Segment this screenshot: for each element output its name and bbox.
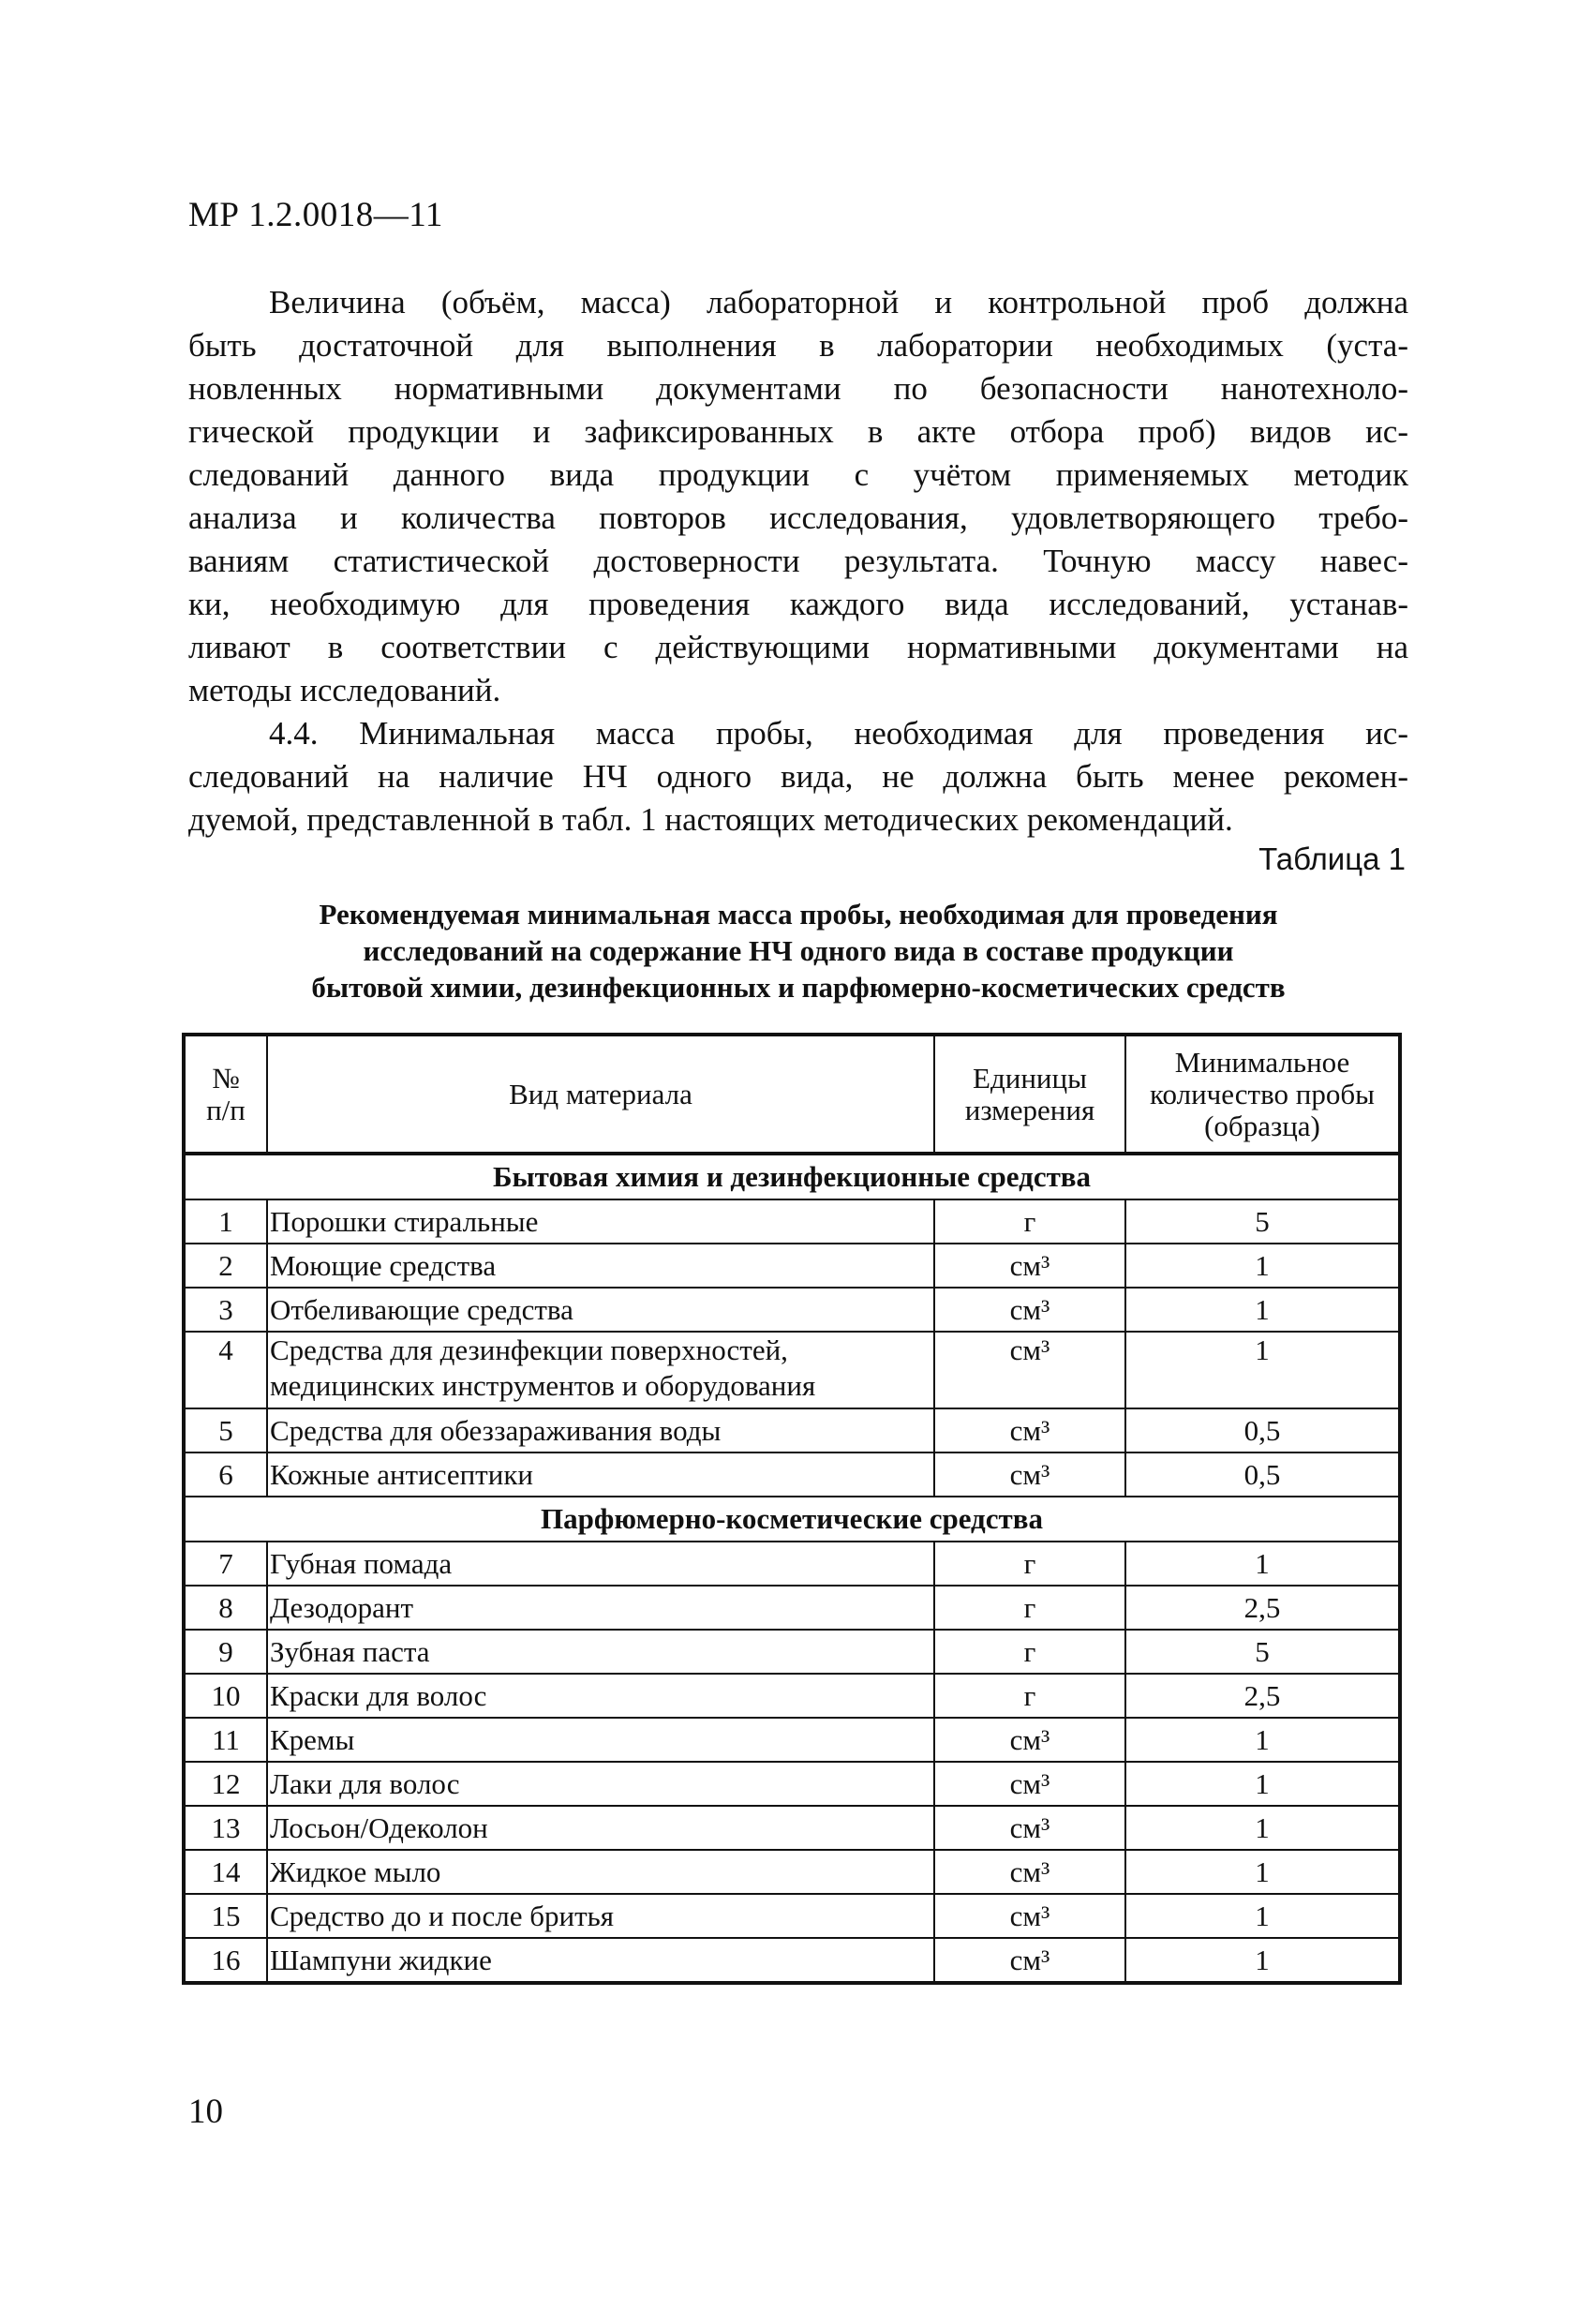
table-row [184, 1199, 1400, 1244]
material-name: Кремы [267, 1718, 934, 1762]
table-row [184, 1586, 1400, 1630]
material-name: Отбеливающие средства [267, 1288, 934, 1332]
table-row [184, 1244, 1400, 1288]
header-min-amount: Минимальное количество пробы (образца) [1125, 1035, 1400, 1154]
row-number: 11 [184, 1718, 267, 1762]
material-name: Кожные антисептики [267, 1452, 934, 1497]
min-amount: 1 [1125, 1332, 1400, 1408]
material-name: Порошки стиральные [267, 1199, 934, 1244]
row-number: 16 [184, 1938, 267, 1983]
row-number: 1 [184, 1199, 267, 1244]
min-amount: 2,5 [1125, 1674, 1400, 1718]
header-unit: Единицы измерения [934, 1035, 1125, 1154]
row-number: 3 [184, 1288, 267, 1332]
paragraph-line: методы исследований. [188, 672, 501, 708]
material-name: Моющие средства [267, 1244, 934, 1288]
min-amount: 1 [1125, 1288, 1400, 1332]
header-number: № п/п [184, 1035, 267, 1154]
table-row [184, 1452, 1400, 1497]
table-row [184, 1850, 1400, 1894]
page-number: 10 [188, 2093, 223, 2131]
header-material: Вид материала [267, 1035, 934, 1154]
material-name: Средства для обеззараживания воды [267, 1408, 934, 1452]
unit: см³ [934, 1332, 1125, 1408]
material-name: Дезодорант [267, 1586, 934, 1630]
table-row [184, 1806, 1400, 1850]
table-row [184, 1718, 1400, 1762]
paragraph-line: ки, необходимую для проведения каждого вида исследований, устанав- [188, 586, 1408, 622]
unit: см³ [934, 1408, 1125, 1452]
row-number: 10 [184, 1674, 267, 1718]
row-number: 8 [184, 1586, 267, 1630]
material-name: Краски для волос [267, 1674, 934, 1718]
caption-line: бытовой химии, дезинфекционных и парфюмерно-косметических средств [311, 971, 1286, 1004]
min-amount: 2,5 [1125, 1586, 1400, 1630]
min-amount: 1 [1125, 1762, 1400, 1806]
paragraph-line: гической продукции и зафиксированных в акте отбора проб) видов ис- [188, 413, 1408, 450]
min-amount: 1 [1125, 1806, 1400, 1850]
min-amount: 1 [1125, 1850, 1400, 1894]
material-name: Лосьон/Одеколон [267, 1806, 934, 1850]
row-number: 6 [184, 1452, 267, 1497]
table-row [184, 1762, 1400, 1806]
paragraph-line: следований данного вида продукции с учётом применяемых методик [188, 456, 1408, 493]
material-name: Губная помада [267, 1542, 934, 1586]
min-amount: 1 [1125, 1542, 1400, 1586]
unit: см³ [934, 1806, 1125, 1850]
unit: см³ [934, 1850, 1125, 1894]
min-amount: 1 [1125, 1894, 1400, 1938]
min-amount: 1 [1125, 1718, 1400, 1762]
section-title: Парфюмерно-косметические средства [184, 1497, 1400, 1542]
section-row [184, 1154, 1400, 1199]
table-row [184, 1332, 1400, 1408]
material-name: Средства для дезинфекции поверхностей, медицинских инструментов и оборудования [267, 1332, 934, 1408]
table-row [184, 1938, 1400, 1983]
sample-mass-table [182, 1033, 1402, 1985]
unit: г [934, 1542, 1125, 1586]
unit: г [934, 1674, 1125, 1718]
min-amount: 0,5 [1125, 1408, 1400, 1452]
unit: см³ [934, 1288, 1125, 1332]
row-number: 2 [184, 1244, 267, 1288]
table-header-row [184, 1035, 1400, 1154]
table-label: Таблица 1 [1258, 842, 1406, 876]
row-number: 14 [184, 1850, 267, 1894]
document-header: МР 1.2.0018—11 [188, 196, 443, 234]
table-row [184, 1674, 1400, 1718]
min-amount: 1 [1125, 1244, 1400, 1288]
row-number: 5 [184, 1408, 267, 1452]
section-row [184, 1497, 1400, 1542]
paragraph-line: быть достаточной для выполнения в лаборатории необходимых (уста- [188, 327, 1408, 364]
unit: г [934, 1630, 1125, 1674]
row-number: 13 [184, 1806, 267, 1850]
material-name: Шампуни жидкие [267, 1938, 934, 1983]
row-number: 4 [184, 1332, 267, 1408]
unit: г [934, 1586, 1125, 1630]
paragraph-line: 4.4. Минимальная масса пробы, необходимая для проведения ис- [269, 715, 1408, 752]
paragraph-line: дуемой, представленной в табл. 1 настоящих методических рекомендаций. [188, 801, 1233, 838]
table-row [184, 1288, 1400, 1332]
section-title: Бытовая химия и дезинфекционные средства [184, 1154, 1400, 1199]
unit: см³ [934, 1894, 1125, 1938]
unit: г [934, 1199, 1125, 1244]
material-name: Средство до и после бритья [267, 1894, 934, 1938]
paragraph-line: Величина (объём, масса) лабораторной и контрольной проб должна [269, 284, 1408, 320]
body-text [188, 281, 1408, 842]
caption-line: исследований на содержание НЧ одного вида в составе продукции [363, 934, 1234, 967]
table-row [184, 1894, 1400, 1938]
min-amount: 1 [1125, 1938, 1400, 1983]
table-caption [188, 896, 1408, 1006]
row-number: 7 [184, 1542, 267, 1586]
row-number: 12 [184, 1762, 267, 1806]
row-number: 15 [184, 1894, 267, 1938]
unit: см³ [934, 1938, 1125, 1983]
paragraph-line: новленных нормативными документами по безопасности нанотехноло- [188, 370, 1408, 407]
unit: см³ [934, 1718, 1125, 1762]
min-amount: 5 [1125, 1630, 1400, 1674]
table-row [184, 1408, 1400, 1452]
material-name: Лаки для волос [267, 1762, 934, 1806]
caption-line: Рекомендуемая минимальная масса пробы, необходимая для проведения [319, 898, 1278, 931]
unit: см³ [934, 1762, 1125, 1806]
material-name: Жидкое мыло [267, 1850, 934, 1894]
unit: см³ [934, 1244, 1125, 1288]
paragraph-line: анализа и количества повторов исследования, удовлетворяющего требо- [188, 499, 1408, 536]
table-row [184, 1542, 1400, 1586]
table-row [184, 1630, 1400, 1674]
paragraph-line: следований на наличие НЧ одного вида, не должна быть менее рекомен- [188, 758, 1408, 795]
row-number: 9 [184, 1630, 267, 1674]
paragraph-line: ливают в соответствии с действующими нормативными документами на [188, 629, 1408, 665]
unit: см³ [934, 1452, 1125, 1497]
min-amount: 5 [1125, 1199, 1400, 1244]
min-amount: 0,5 [1125, 1452, 1400, 1497]
material-name: Зубная паста [267, 1630, 934, 1674]
paragraph-line: ваниям статистической достоверности результата. Точную массу навес- [188, 543, 1408, 579]
